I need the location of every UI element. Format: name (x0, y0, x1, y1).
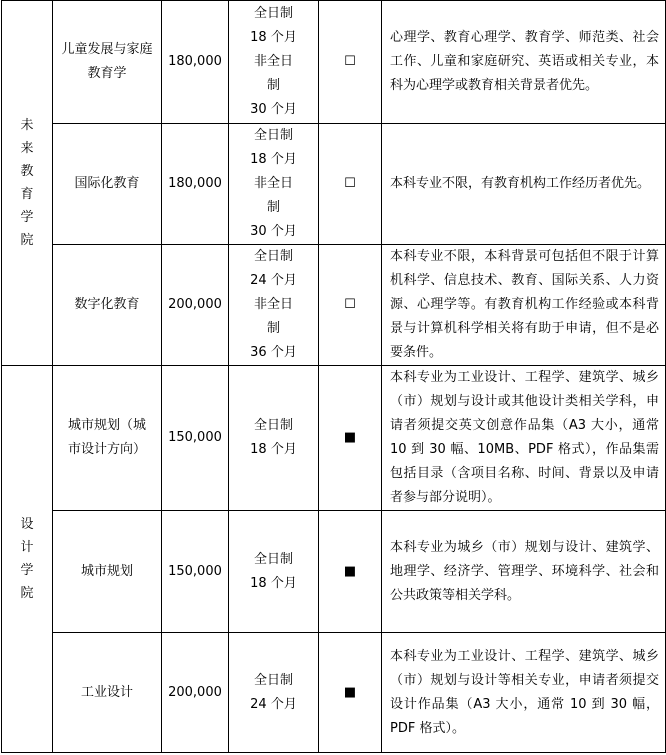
programs-table (1, 0, 666, 753)
program-name: 城市规划 (53, 511, 162, 633)
duration-line: 30 个月 (250, 102, 297, 117)
requirement: 本科专业为工业设计、工程学、建筑学、城乡（市）规划与设计等相关专业，申请者须提交设计作品集（A3 大小，通常 10 到 30 幅，PDF 格式）。 (382, 633, 666, 753)
table-row (2, 124, 666, 245)
duration-line: 30 个月 (250, 224, 297, 239)
duration-line: 制 (266, 78, 280, 93)
program-name: 儿童发展与家庭教育学 (53, 1, 162, 124)
duration-line: 非全日 (253, 297, 293, 312)
requirement: 本科专业不限，有教育机构工作经历者优先。 (382, 124, 666, 245)
requirement: 本科专业不限，本科背景可包括但不限于计算机科学、信息技术、教育、国际关系、人力资源、心理学等。有教育机构工作经验或本科背景与计算机科学相关将有助于申请，但不是必要条件。 (382, 245, 666, 366)
empty-box-icon: ☐ (344, 176, 356, 191)
tuition: 180,000 (162, 124, 229, 245)
duration-line: 18 个月 (250, 442, 297, 457)
checkbox-mark (319, 124, 382, 245)
filled-square-icon: ■ (343, 684, 357, 700)
table-row (2, 1, 666, 124)
requirement: 本科专业为城乡（市）规划与设计、建筑学、地理学、经济学、管理学、环境科学、社会和公共政策等相关学科。 (382, 511, 666, 633)
requirement: 本科专业为工业设计、工程学、建筑学、城乡（市）规划与设计或其他设计类相关学科，申请者须提交英文创意作品集（A3 大小，通常 10 到 30 幅、10MB、PDF 格式），作品集需包括目录（含项目名称、时间、背景以及申请者参与部分说明）。 (382, 366, 666, 511)
tuition: 200,000 (162, 633, 229, 753)
filled-square-icon: ■ (343, 430, 357, 445)
requirement: 心理学、教育心理学、教育学、师范类、社会工作、儿童和家庭研究、英语或相关专业，本科为心理学或教育相关背景者优先。 (382, 1, 666, 124)
duration-line: 全日制 (253, 6, 293, 21)
table-row (2, 633, 666, 753)
duration-line: 非全日 (253, 54, 293, 69)
empty-box-icon: ☐ (344, 54, 356, 69)
duration (229, 366, 319, 511)
checkbox-mark (319, 245, 382, 366)
duration-line: 全日制 (253, 128, 293, 143)
tuition: 200,000 (162, 245, 229, 366)
school-name-cell (2, 366, 53, 753)
school-name-cell (2, 1, 53, 366)
checkbox-mark (319, 633, 382, 753)
checkbox-mark (319, 1, 382, 124)
table-row (2, 366, 666, 511)
duration-line: 18 个月 (250, 575, 297, 591)
program-name: 工业设计 (53, 633, 162, 753)
duration-line: 制 (266, 321, 280, 336)
duration-line: 非全日 (253, 176, 293, 191)
program-name: 城市规划（城市设计方向） (53, 366, 162, 511)
filled-square-icon: ■ (343, 563, 357, 579)
duration-line: 24 个月 (250, 696, 297, 712)
table-row (2, 245, 666, 366)
duration-line: 全日制 (253, 418, 293, 433)
duration-line: 全日制 (253, 672, 293, 688)
duration-line: 36 个月 (250, 345, 297, 360)
table-row (2, 511, 666, 633)
duration (229, 124, 319, 245)
duration-line: 全日制 (253, 249, 293, 264)
duration (229, 633, 319, 753)
duration-line: 18 个月 (250, 30, 297, 45)
program-name: 国际化教育 (53, 124, 162, 245)
program-name: 数字化教育 (53, 245, 162, 366)
school-name: 设计学院 (20, 516, 34, 601)
tuition: 150,000 (162, 511, 229, 633)
duration (229, 245, 319, 366)
duration (229, 1, 319, 124)
school-name: 未来教育学院 (20, 117, 34, 248)
duration-line: 全日制 (253, 551, 293, 567)
tuition: 180,000 (162, 1, 229, 124)
duration (229, 511, 319, 633)
checkbox-mark (319, 511, 382, 633)
checkbox-mark (319, 366, 382, 511)
duration-line: 制 (266, 200, 280, 215)
duration-line: 18 个月 (250, 152, 297, 167)
empty-box-icon: ☐ (344, 297, 356, 312)
tuition: 150,000 (162, 366, 229, 511)
duration-line: 24 个月 (250, 273, 297, 288)
